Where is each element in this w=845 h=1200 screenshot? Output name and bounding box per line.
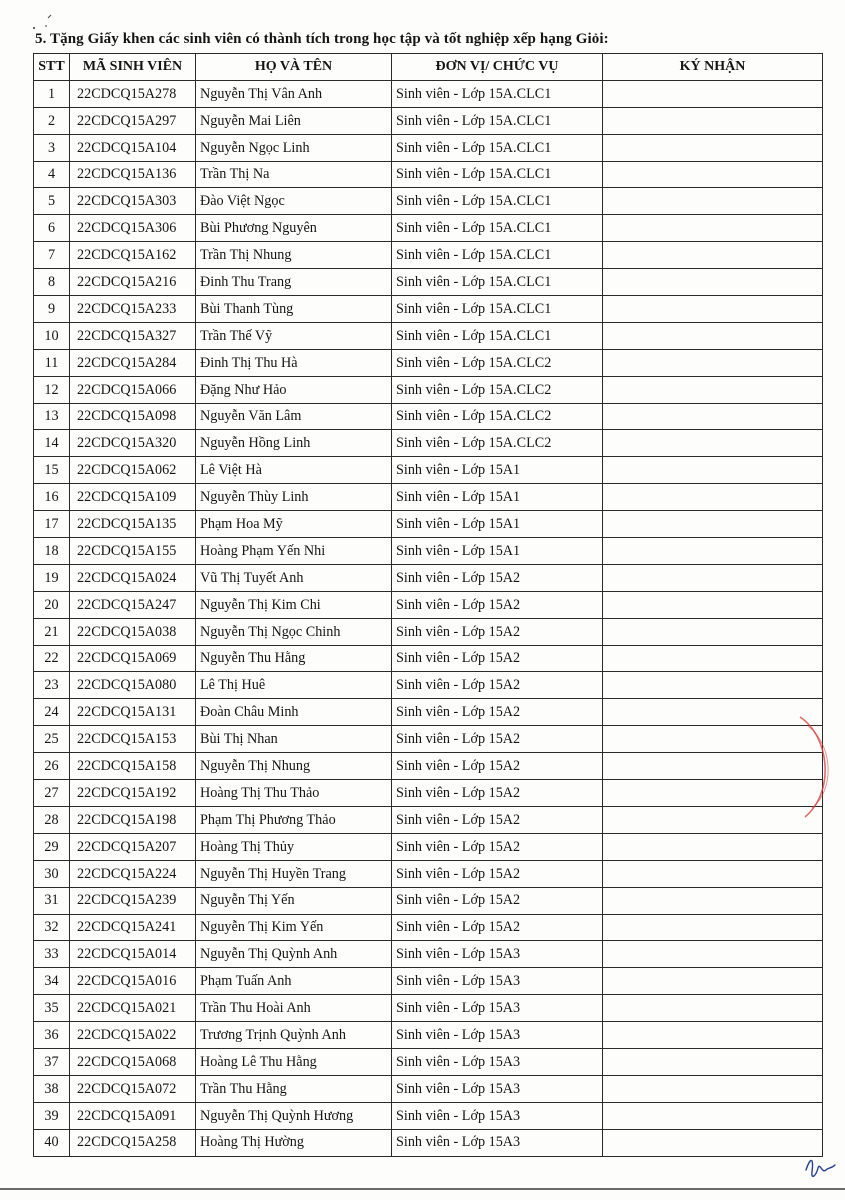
cell-student-id: 22CDCQ15A024 <box>70 564 196 591</box>
cell-unit-position: Sinh viên - Lớp 15A3 <box>392 968 603 995</box>
cell-unit-position: Sinh viên - Lớp 15A.CLC2 <box>392 376 603 403</box>
cell-unit-position: Sinh viên - Lớp 15A2 <box>392 699 603 726</box>
cell-unit-position: Sinh viên - Lớp 15A.CLC1 <box>392 134 603 161</box>
cell-unit-position: Sinh viên - Lớp 15A3 <box>392 995 603 1022</box>
cell-full-name: Nguyễn Thị Kim Yến <box>196 914 392 941</box>
cell-unit-position: Sinh viên - Lớp 15A2 <box>392 618 603 645</box>
cell-stt: 9 <box>34 296 70 323</box>
cell-full-name: Đinh Thị Thu Hà <box>196 349 392 376</box>
cell-full-name: Nguyễn Thị Ngọc Chinh <box>196 618 392 645</box>
cell-unit-position: Sinh viên - Lớp 15A.CLC1 <box>392 161 603 188</box>
cell-student-id: 22CDCQ15A038 <box>70 618 196 645</box>
cell-student-id: 22CDCQ15A284 <box>70 349 196 376</box>
cell-student-id: 22CDCQ15A068 <box>70 1048 196 1075</box>
table-body <box>34 80 823 1156</box>
cell-stt: 8 <box>34 269 70 296</box>
cell-full-name: Bùi Thanh Tùng <box>196 296 392 323</box>
cell-stt: 29 <box>34 833 70 860</box>
cell-stt: 35 <box>34 995 70 1022</box>
cell-unit-position: Sinh viên - Lớp 15A2 <box>392 672 603 699</box>
header-unit-position: ĐƠN VỊ/ CHỨC VỤ <box>392 54 603 81</box>
red-stamp-edge <box>790 712 845 822</box>
cell-signature <box>603 645 823 672</box>
cell-full-name: Phạm Hoa Mỹ <box>196 511 392 538</box>
cell-stt: 12 <box>34 376 70 403</box>
cell-full-name: Nguyễn Ngọc Linh <box>196 134 392 161</box>
table-row <box>34 107 823 134</box>
cell-unit-position: Sinh viên - Lớp 15A2 <box>392 887 603 914</box>
cell-unit-position: Sinh viên - Lớp 15A1 <box>392 484 603 511</box>
table-row <box>34 322 823 349</box>
cell-signature <box>603 1075 823 1102</box>
cell-unit-position: Sinh viên - Lớp 15A.CLC2 <box>392 349 603 376</box>
cell-student-id: 22CDCQ15A258 <box>70 1129 196 1156</box>
cell-student-id: 22CDCQ15A109 <box>70 484 196 511</box>
cell-unit-position: Sinh viên - Lớp 15A3 <box>392 1102 603 1129</box>
cell-signature <box>603 833 823 860</box>
table-row <box>34 134 823 161</box>
cell-student-id: 22CDCQ15A066 <box>70 376 196 403</box>
cell-stt: 4 <box>34 161 70 188</box>
cell-student-id: 22CDCQ15A303 <box>70 188 196 215</box>
cell-full-name: Nguyễn Thị Vân Anh <box>196 80 392 107</box>
cell-signature <box>603 941 823 968</box>
cell-stt: 40 <box>34 1129 70 1156</box>
cell-full-name: Nguyễn Thị Quỳnh Hương <box>196 1102 392 1129</box>
cell-full-name: Trần Thị Na <box>196 161 392 188</box>
table-row <box>34 1129 823 1156</box>
table-row <box>34 887 823 914</box>
cell-student-id: 22CDCQ15A306 <box>70 215 196 242</box>
table-row <box>34 753 823 780</box>
cell-unit-position: Sinh viên - Lớp 15A3 <box>392 941 603 968</box>
table-row <box>34 645 823 672</box>
table-row <box>34 296 823 323</box>
cell-unit-position: Sinh viên - Lớp 15A.CLC1 <box>392 80 603 107</box>
table-row <box>34 430 823 457</box>
cell-student-id: 22CDCQ15A062 <box>70 457 196 484</box>
cell-stt: 1 <box>34 80 70 107</box>
cell-unit-position: Sinh viên - Lớp 15A2 <box>392 591 603 618</box>
cell-unit-position: Sinh viên - Lớp 15A.CLC1 <box>392 296 603 323</box>
cell-student-id: 22CDCQ15A162 <box>70 242 196 269</box>
table-row <box>34 941 823 968</box>
cell-stt: 3 <box>34 134 70 161</box>
cell-signature <box>603 484 823 511</box>
cell-full-name: Hoàng Phạm Yến Nhi <box>196 538 392 565</box>
cell-stt: 11 <box>34 349 70 376</box>
cell-full-name: Bùi Phương Nguyên <box>196 215 392 242</box>
cell-signature <box>603 376 823 403</box>
cell-unit-position: Sinh viên - Lớp 15A3 <box>392 1022 603 1049</box>
cell-student-id: 22CDCQ15A072 <box>70 1075 196 1102</box>
cell-signature <box>603 269 823 296</box>
cell-signature <box>603 349 823 376</box>
cell-unit-position: Sinh viên - Lớp 15A2 <box>392 726 603 753</box>
cell-unit-position: Sinh viên - Lớp 15A.CLC2 <box>392 403 603 430</box>
cell-signature <box>603 296 823 323</box>
cell-signature <box>603 1048 823 1075</box>
cell-student-id: 22CDCQ15A016 <box>70 968 196 995</box>
cell-signature <box>603 672 823 699</box>
cell-student-id: 22CDCQ15A239 <box>70 887 196 914</box>
cell-signature <box>603 887 823 914</box>
cell-unit-position: Sinh viên - Lớp 15A3 <box>392 1075 603 1102</box>
cell-unit-position: Sinh viên - Lớp 15A.CLC2 <box>392 430 603 457</box>
cell-full-name: Đào Việt Ngọc <box>196 188 392 215</box>
table-row <box>34 833 823 860</box>
cell-full-name: Trần Thu Hoài Anh <box>196 995 392 1022</box>
table-row <box>34 188 823 215</box>
cell-stt: 5 <box>34 188 70 215</box>
header-student-id: MÃ SINH VIÊN <box>70 54 196 81</box>
cell-student-id: 22CDCQ15A135 <box>70 511 196 538</box>
table-row <box>34 780 823 807</box>
table-row <box>34 538 823 565</box>
table-row <box>34 995 823 1022</box>
cell-stt: 36 <box>34 1022 70 1049</box>
table-row <box>34 564 823 591</box>
cell-stt: 13 <box>34 403 70 430</box>
cell-full-name: Trần Thu Hằng <box>196 1075 392 1102</box>
cell-student-id: 22CDCQ15A158 <box>70 753 196 780</box>
cell-full-name: Vũ Thị Tuyết Anh <box>196 564 392 591</box>
cell-student-id: 22CDCQ15A021 <box>70 995 196 1022</box>
cell-student-id: 22CDCQ15A297 <box>70 107 196 134</box>
cell-signature <box>603 564 823 591</box>
cell-stt: 31 <box>34 887 70 914</box>
cell-full-name: Trần Thế Vỹ <box>196 322 392 349</box>
cell-signature <box>603 403 823 430</box>
cell-signature <box>603 134 823 161</box>
cell-full-name: Phạm Tuấn Anh <box>196 968 392 995</box>
cell-stt: 32 <box>34 914 70 941</box>
cell-unit-position: Sinh viên - Lớp 15A2 <box>392 753 603 780</box>
cell-stt: 7 <box>34 242 70 269</box>
cell-stt: 14 <box>34 430 70 457</box>
table-row <box>34 242 823 269</box>
cell-signature <box>603 188 823 215</box>
cell-student-id: 22CDCQ15A192 <box>70 780 196 807</box>
cell-stt: 37 <box>34 1048 70 1075</box>
cell-signature <box>603 107 823 134</box>
cell-stt: 26 <box>34 753 70 780</box>
cell-stt: 22 <box>34 645 70 672</box>
cell-student-id: 22CDCQ15A069 <box>70 645 196 672</box>
cell-full-name: Nguyễn Thị Quỳnh Anh <box>196 941 392 968</box>
signature-mark <box>800 1150 840 1185</box>
cell-stt: 39 <box>34 1102 70 1129</box>
cell-stt: 34 <box>34 968 70 995</box>
cell-full-name: Nguyễn Văn Lâm <box>196 403 392 430</box>
cell-stt: 17 <box>34 511 70 538</box>
cell-student-id: 22CDCQ15A224 <box>70 860 196 887</box>
cell-stt: 21 <box>34 618 70 645</box>
cell-student-id: 22CDCQ15A153 <box>70 726 196 753</box>
cell-stt: 23 <box>34 672 70 699</box>
cell-student-id: 22CDCQ15A233 <box>70 296 196 323</box>
cell-student-id: 22CDCQ15A320 <box>70 430 196 457</box>
cell-stt: 15 <box>34 457 70 484</box>
table-row <box>34 80 823 107</box>
table-row <box>34 968 823 995</box>
cell-stt: 2 <box>34 107 70 134</box>
cell-student-id: 22CDCQ15A014 <box>70 941 196 968</box>
cell-student-id: 22CDCQ15A327 <box>70 322 196 349</box>
cell-unit-position: Sinh viên - Lớp 15A2 <box>392 860 603 887</box>
cell-unit-position: Sinh viên - Lớp 15A.CLC1 <box>392 242 603 269</box>
table-row <box>34 376 823 403</box>
table-row <box>34 161 823 188</box>
page-bottom-rule <box>0 1188 845 1190</box>
cell-full-name: Nguyễn Thị Yến <box>196 887 392 914</box>
cell-full-name: Nguyễn Mai Liên <box>196 107 392 134</box>
cell-signature <box>603 538 823 565</box>
cell-student-id: 22CDCQ15A278 <box>70 80 196 107</box>
cell-signature <box>603 995 823 1022</box>
cell-stt: 24 <box>34 699 70 726</box>
cell-full-name: Trương Trịnh Quỳnh Anh <box>196 1022 392 1049</box>
cell-stt: 6 <box>34 215 70 242</box>
cell-student-id: 22CDCQ15A155 <box>70 538 196 565</box>
cell-signature <box>603 591 823 618</box>
cell-student-id: 22CDCQ15A104 <box>70 134 196 161</box>
cell-full-name: Nguyễn Thu Hằng <box>196 645 392 672</box>
table-row <box>34 215 823 242</box>
table-row <box>34 1075 823 1102</box>
cell-student-id: 22CDCQ15A098 <box>70 403 196 430</box>
cell-unit-position: Sinh viên - Lớp 15A1 <box>392 457 603 484</box>
cell-unit-position: Sinh viên - Lớp 15A2 <box>392 833 603 860</box>
cell-stt: 38 <box>34 1075 70 1102</box>
cell-full-name: Lê Việt Hà <box>196 457 392 484</box>
cell-signature <box>603 430 823 457</box>
cell-stt: 27 <box>34 780 70 807</box>
cell-unit-position: Sinh viên - Lớp 15A1 <box>392 511 603 538</box>
cell-full-name: Nguyễn Thị Nhung <box>196 753 392 780</box>
cell-stt: 18 <box>34 538 70 565</box>
cell-signature <box>603 80 823 107</box>
cell-signature <box>603 860 823 887</box>
cell-stt: 30 <box>34 860 70 887</box>
cell-full-name: Nguyễn Hồng Linh <box>196 430 392 457</box>
cell-unit-position: Sinh viên - Lớp 15A.CLC1 <box>392 107 603 134</box>
table-row <box>34 914 823 941</box>
cell-signature <box>603 322 823 349</box>
cell-full-name: Hoàng Lê Thu Hằng <box>196 1048 392 1075</box>
cell-stt: 33 <box>34 941 70 968</box>
cell-signature <box>603 968 823 995</box>
cell-student-id: 22CDCQ15A091 <box>70 1102 196 1129</box>
cell-stt: 19 <box>34 564 70 591</box>
cell-full-name: Lê Thị Huê <box>196 672 392 699</box>
table-header-row <box>34 54 823 81</box>
cell-unit-position: Sinh viên - Lớp 15A2 <box>392 914 603 941</box>
table-row <box>34 511 823 538</box>
cell-stt: 10 <box>34 322 70 349</box>
cell-signature <box>603 242 823 269</box>
cell-signature <box>603 215 823 242</box>
table-row <box>34 349 823 376</box>
cell-full-name: Hoàng Thị Hường <box>196 1129 392 1156</box>
table-row <box>34 726 823 753</box>
cell-unit-position: Sinh viên - Lớp 15A3 <box>392 1048 603 1075</box>
table-row <box>34 403 823 430</box>
cell-full-name: Nguyễn Thị Huyền Trang <box>196 860 392 887</box>
cell-full-name: Đặng Như Hảo <box>196 376 392 403</box>
cell-signature <box>603 511 823 538</box>
table-row <box>34 699 823 726</box>
cell-stt: 20 <box>34 591 70 618</box>
table-row <box>34 457 823 484</box>
cell-signature <box>603 618 823 645</box>
section-heading: 5. Tặng Giấy khen các sinh viên có thành tích trong học tập và tốt nghiệp xếp hạng Giỏi: <box>35 31 609 47</box>
header-full-name: HỌ VÀ TÊN <box>196 54 392 81</box>
table-row <box>34 618 823 645</box>
cell-unit-position: Sinh viên - Lớp 15A.CLC1 <box>392 188 603 215</box>
cell-unit-position: Sinh viên - Lớp 15A.CLC1 <box>392 215 603 242</box>
cell-student-id: 22CDCQ15A207 <box>70 833 196 860</box>
cell-student-id: 22CDCQ15A247 <box>70 591 196 618</box>
cell-student-id: 22CDCQ15A198 <box>70 806 196 833</box>
cell-unit-position: Sinh viên - Lớp 15A2 <box>392 806 603 833</box>
cell-full-name: Hoàng Thị Thủy <box>196 833 392 860</box>
cell-full-name: Hoàng Thị Thu Thảo <box>196 780 392 807</box>
cell-unit-position: Sinh viên - Lớp 15A.CLC1 <box>392 269 603 296</box>
header-signature: KÝ NHẬN <box>603 54 823 81</box>
cell-signature <box>603 161 823 188</box>
table-row <box>34 591 823 618</box>
table-row <box>34 1102 823 1129</box>
cell-unit-position: Sinh viên - Lớp 15A3 <box>392 1129 603 1156</box>
table-row <box>34 1022 823 1049</box>
header-stt: STT <box>34 54 70 81</box>
cell-full-name: Đinh Thu Trang <box>196 269 392 296</box>
cell-student-id: 22CDCQ15A131 <box>70 699 196 726</box>
cell-full-name: Phạm Thị Phương Thảo <box>196 806 392 833</box>
cell-signature <box>603 1102 823 1129</box>
cell-student-id: 22CDCQ15A241 <box>70 914 196 941</box>
award-recipients-table <box>33 53 823 1157</box>
cell-unit-position: Sinh viên - Lớp 15A.CLC1 <box>392 322 603 349</box>
cell-unit-position: Sinh viên - Lớp 15A1 <box>392 538 603 565</box>
cell-signature <box>603 457 823 484</box>
cell-full-name: Bùi Thị Nhan <box>196 726 392 753</box>
cell-student-id: 22CDCQ15A136 <box>70 161 196 188</box>
cell-signature <box>603 914 823 941</box>
cell-full-name: Đoàn Châu Minh <box>196 699 392 726</box>
cell-signature <box>603 1022 823 1049</box>
cell-stt: 25 <box>34 726 70 753</box>
cell-unit-position: Sinh viên - Lớp 15A2 <box>392 645 603 672</box>
cell-full-name: Trần Thị Nhung <box>196 242 392 269</box>
table-row <box>34 269 823 296</box>
cell-stt: 16 <box>34 484 70 511</box>
cell-full-name: Nguyễn Thùy Linh <box>196 484 392 511</box>
table-row <box>34 806 823 833</box>
cell-student-id: 22CDCQ15A080 <box>70 672 196 699</box>
cell-unit-position: Sinh viên - Lớp 15A2 <box>392 564 603 591</box>
cell-student-id: 22CDCQ15A216 <box>70 269 196 296</box>
cell-unit-position: Sinh viên - Lớp 15A2 <box>392 780 603 807</box>
table-row <box>34 860 823 887</box>
cell-stt: 28 <box>34 806 70 833</box>
cell-student-id: 22CDCQ15A022 <box>70 1022 196 1049</box>
table-row <box>34 1048 823 1075</box>
cell-full-name: Nguyễn Thị Kim Chi <box>196 591 392 618</box>
table-row <box>34 672 823 699</box>
cell-signature <box>603 1129 823 1156</box>
table-row <box>34 484 823 511</box>
